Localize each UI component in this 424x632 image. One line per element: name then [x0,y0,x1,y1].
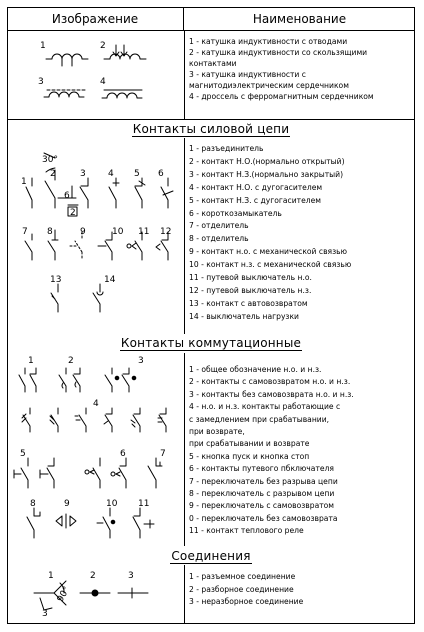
list-item: 5 - кнопка пуск и кнопка стоп [189,451,310,461]
contact-nc-symbol [80,169,88,208]
power-label-5: 5 [134,169,140,179]
sw-label-4: 4 [93,399,99,409]
power-label-2: 2 [50,169,56,179]
conn-dim-3: 3 [42,609,48,619]
sw-label-9: 9 [64,499,70,509]
list-item: 7 - отделитель [189,221,249,231]
list-item: 1 - разъемное соединение [189,572,296,581]
inductor-label-2: 2 [100,41,106,51]
list-item: 2 - разборное соединение [189,584,294,594]
separator-8-symbol [47,227,58,260]
switching-title-text: Контакты коммутационные [120,336,302,350]
list-item: 12 - путевой выключатель н.з. [189,285,312,295]
detachable-connection-symbol [34,571,72,619]
contact-no-arc-symbol [108,169,119,208]
list-item: 6 - контакты путевого пбключателя [189,464,334,474]
disconnector-symbol [21,177,32,208]
switch-self-return-symbol [59,356,80,392]
header-name-column: Наименование [184,7,415,31]
list-item: магнитодиэлектрическим сердечником [189,81,349,91]
power-angle-label: 30° [42,155,58,165]
list-item: 10 - контакт н.з. с механической связью [189,260,352,270]
list-item: при возврате, [189,427,245,437]
inductor-magnetodielectric-symbol [38,77,85,97]
list-item: 2 - катушка индуктивности со скользящими [189,48,368,58]
inductor-label-3: 3 [38,77,44,87]
header-image-column: Изображение [7,7,184,31]
power-label-7: 7 [22,227,28,237]
power-label-8: 8 [47,227,53,237]
list-item: 1 - разъединитель [189,144,264,153]
power-title-text: Контакты силовой цепи [132,122,290,136]
sw-label-1: 1 [28,356,34,366]
contact-auto-return-symbol [50,275,61,312]
list-item: контактами [189,59,237,69]
choke-ferromagnetic-symbol [100,77,142,98]
list-item: 8 - отделитель [189,234,249,244]
list-item: 14 - выключатель нагрузки [189,311,299,321]
changeover-self-return-symbol [56,499,76,528]
changeover-break-symbol [27,499,40,538]
separator-7-symbol [22,227,32,260]
power-label-9: 9 [80,227,86,237]
list-item: 6 - короткозамыкатель [189,208,282,218]
conn-label-2: 2 [90,571,96,581]
inductor-with-taps-symbol [40,41,88,66]
permanent-connection-symbol [118,571,148,598]
sw-label-5: 5 [20,449,26,459]
list-item: 2 - контакт Н.О.(нормально открытый) [189,156,345,166]
sw-label-6: 6 [120,449,126,459]
changeover-no-self-return-symbol [97,499,118,538]
demountable-connection-symbol [80,571,110,596]
power-label-14: 14 [104,275,116,285]
list-item: 13 - контакт с автовозвратом [189,298,308,308]
sw-label-10: 10 [106,499,118,509]
list-item: с замедлением при срабатывании, [189,414,330,424]
list-item: 8 - переключатель с разрывом цепи [189,489,335,499]
list-item: 9 - переключатель с самовозвратом [189,501,335,511]
limit-switch-no-symbol [127,227,149,260]
switch-no-return-symbol [105,356,144,392]
power-label-4: 4 [108,169,114,179]
list-item: 4 - дроссель с ферромагнитным сердечником [189,92,374,102]
contact-no-mechanical-symbol [70,227,86,260]
button-start-stop-symbol [14,449,54,488]
power-dim-6: 6 [64,191,70,201]
switch-general-symbol [19,356,36,392]
contact-nc-mechanical-symbol [98,227,124,260]
list-item: 4 - н.о. и н.з. контакты работающие с [189,402,341,412]
list-item: 9 - контакт н.о. с механической связью [189,247,348,257]
list-item: 4 - контакт Н.О. с дугогасителем [189,182,323,192]
power-label-6: 6 [158,169,164,179]
list-item: 0 - переключатель без самовозврата [189,513,338,523]
load-switch-symbol [93,275,116,312]
sw-label-2: 2 [68,356,74,366]
power-label-11: 11 [138,227,150,237]
power-label-12: 12 [160,227,172,237]
connections-title-text: Соединения [171,549,251,563]
short-circuiter-symbol [158,169,173,208]
power-dim-2: 2 [70,208,76,218]
inductor-sliding-contacts-symbol [100,41,146,59]
limit-switch-contacts-symbol [85,449,126,488]
power-label-13: 13 [50,275,62,285]
sw-label-8: 8 [30,499,36,509]
list-item: 3 - неразборное соединение [189,597,304,606]
sw-label-7: 7 [160,449,166,459]
conn-angle-label: 90° [55,585,73,604]
list-item: 5 - контакт Н.З. с дугогасителем [189,195,321,205]
limit-switch-nc-symbol [156,227,171,260]
list-item: 3 - катушка индуктивности с [189,70,306,80]
conn-label-3: 3 [128,571,134,581]
list-item: 3 - контакт Н.З.(нормально закрытый) [189,169,344,179]
power-label-3: 3 [80,169,86,179]
list-item: 7 - переключатель без разрыва цепи [189,476,338,486]
sw-label-3: 3 [138,356,144,366]
list-item: 1 - общее обозначение н.о. и н.з. [189,365,322,374]
contact-nc-arc-symbol [134,169,145,208]
inductor-label-1: 1 [40,41,46,51]
contact-no-dimensioned-symbol [42,153,78,218]
list-item: 11 - контакт теплового реле [189,526,304,536]
list-item: 2 - контакты с самовозвратом н.о. и н.з. [189,377,351,387]
inductor-label-4: 4 [100,77,106,87]
conn-label-1: 1 [48,571,54,581]
switch-delayed-symbol [22,399,166,432]
list-item: 1 - катушка индуктивности с отводами [189,37,348,46]
list-item: 3 - контакты без самовозврата н.о. и н.з. [189,389,354,399]
thermal-relay-contact-symbol [133,499,154,538]
power-label-1: 1 [21,177,27,187]
changeover-no-break-symbol [148,449,166,488]
power-label-10: 10 [112,227,124,237]
sw-label-11: 11 [138,499,150,509]
list-item: при срабатывании и возврате [189,439,310,449]
list-item: 11 - путевой выключатель н.о. [189,273,312,283]
